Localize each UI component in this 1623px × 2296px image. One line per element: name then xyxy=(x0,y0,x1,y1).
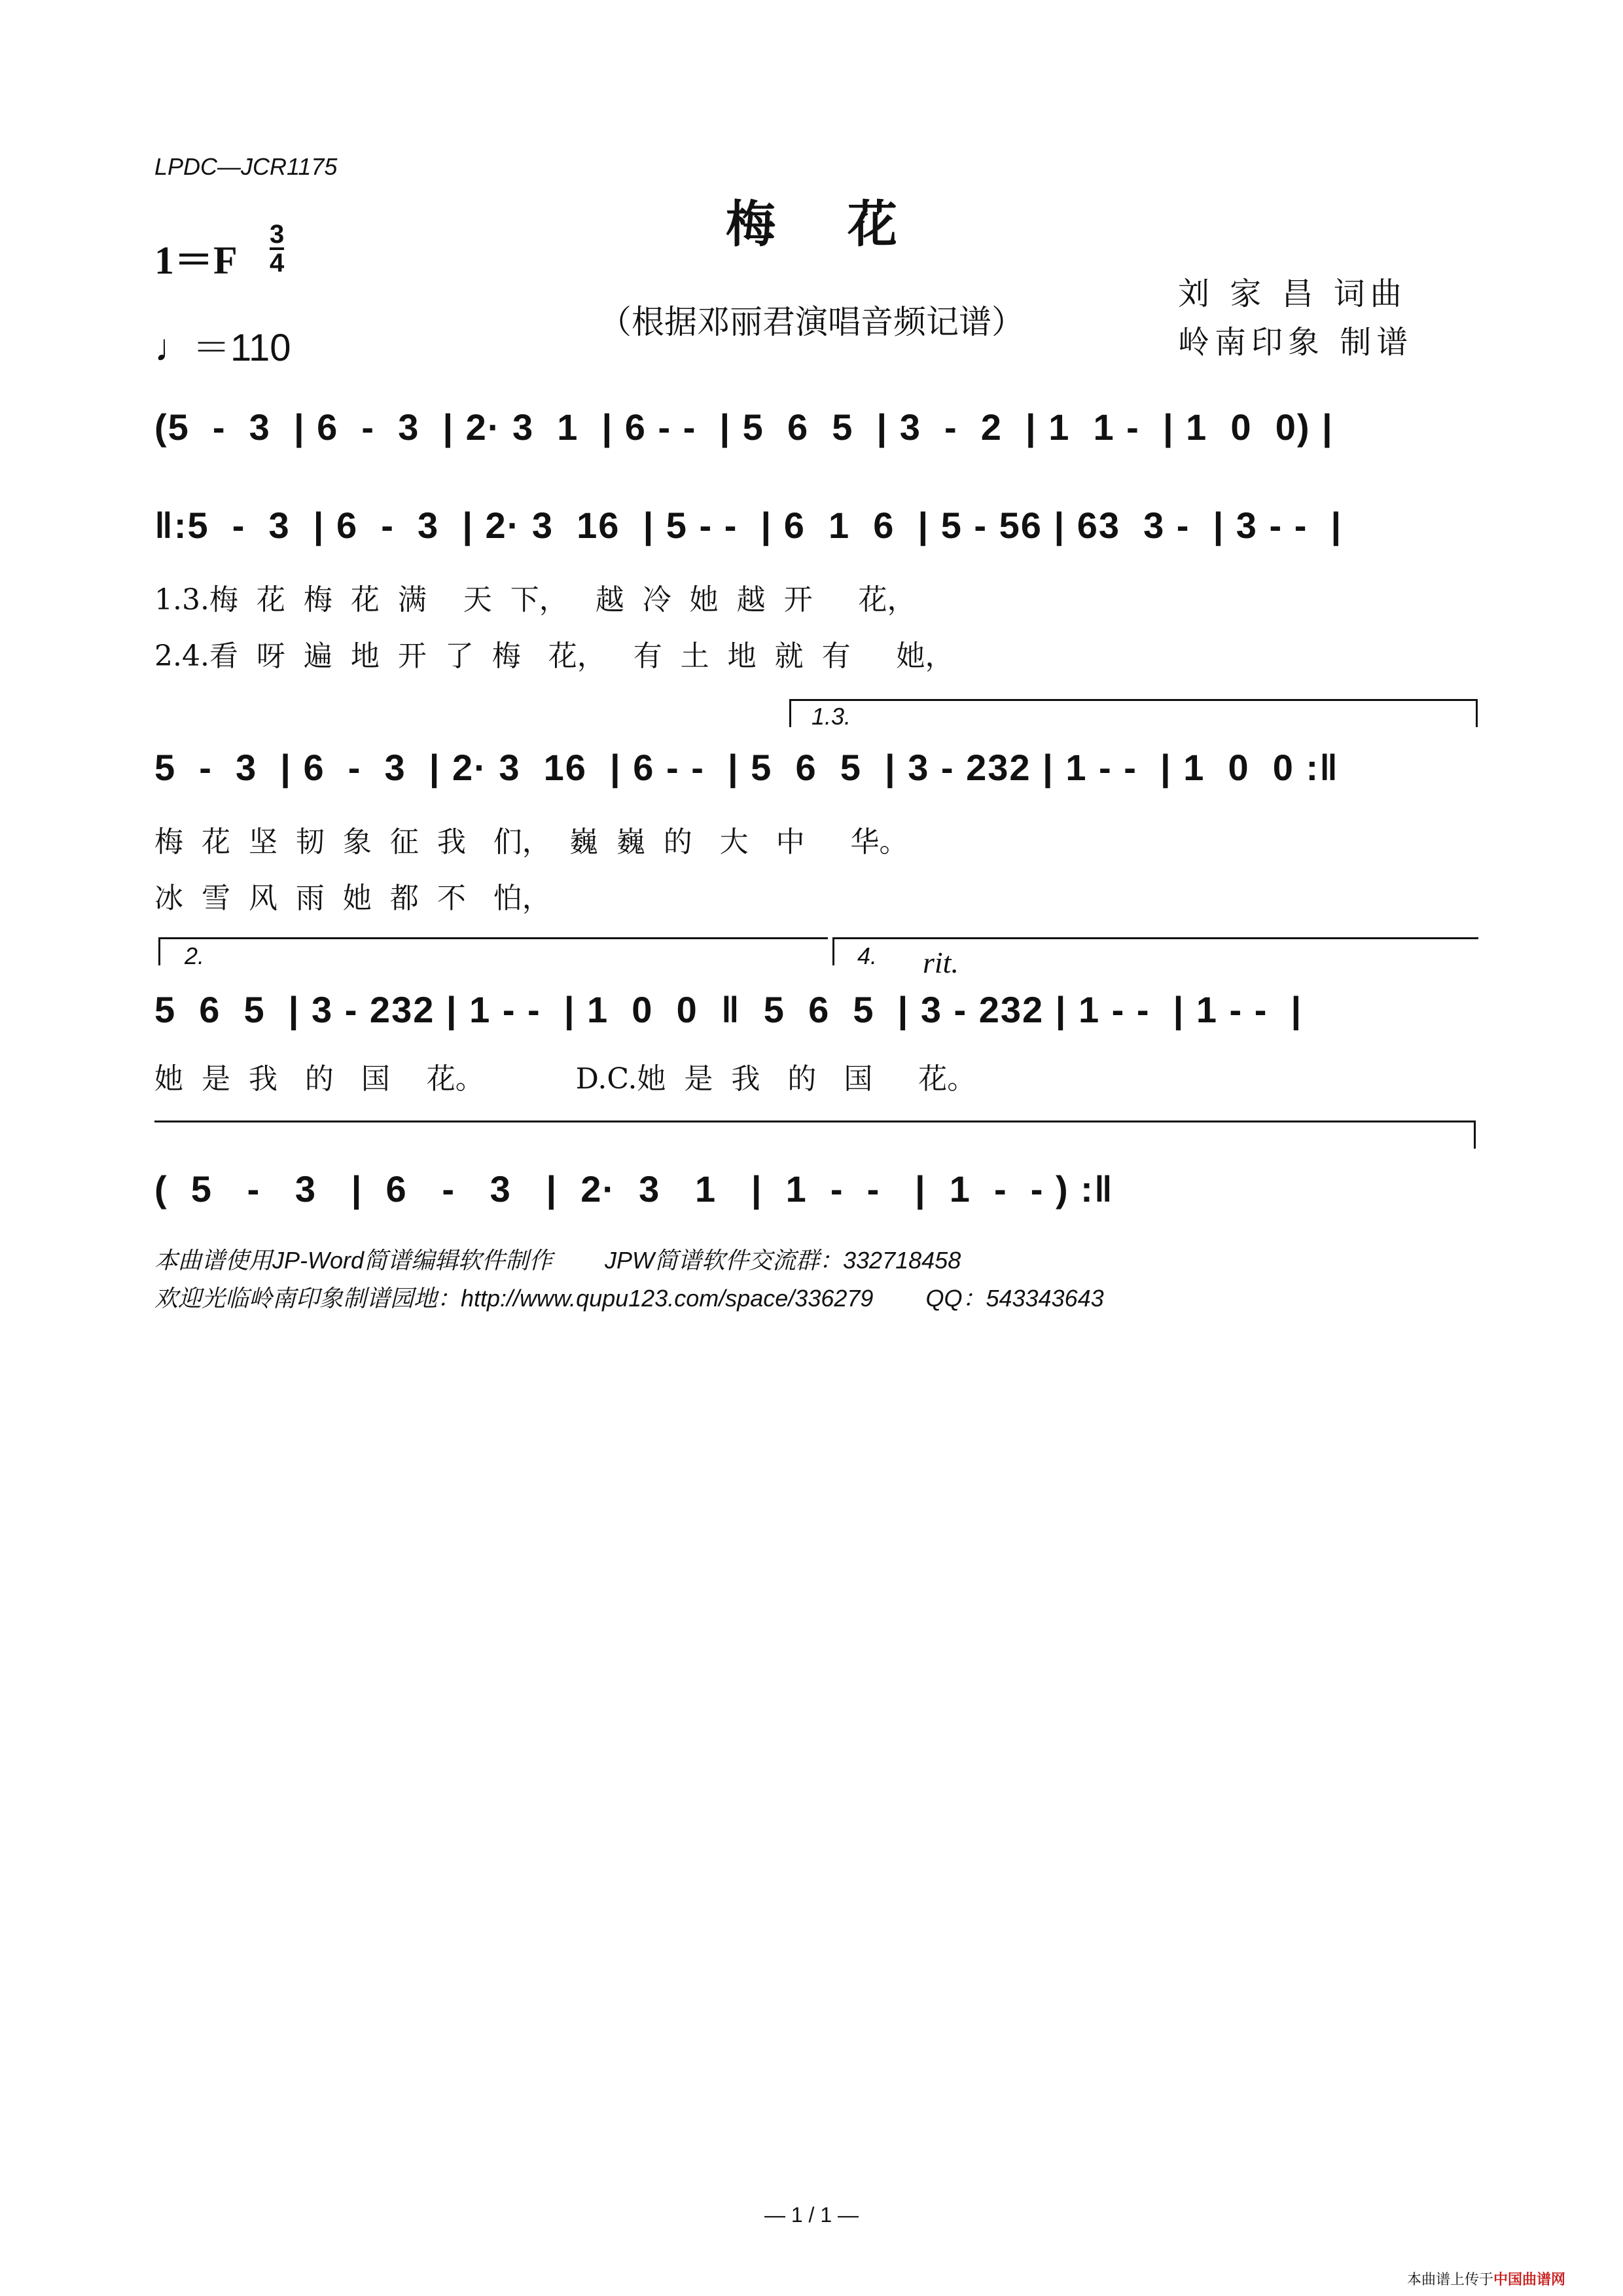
watermark-site: 中国曲谱网 xyxy=(1493,2272,1566,2288)
notation-line-verse: ‖:5 - 3 | 6 - 3 | 2· 3 16 | 5 - - | 6 1 6 | 5 - 56 | 63 3 - | 3 - - | xyxy=(154,505,1343,546)
score-code: LPDC—JCR1175 xyxy=(154,153,338,180)
watermark xyxy=(1407,2269,1565,2289)
volta-bracket-1-3 xyxy=(789,699,1478,727)
footer-website-note: 欢迎光临岭南印象制谱园地：http://www.qupu123.com/space/336279 QQ：543343643 xyxy=(154,1285,1104,1312)
notation-line-intro: (5 - 3 | 6 - 3 | 2· 3 1 | 6 - - | 5 6 5 | 3 - 2 | 1 1 - | 1 0 0) | xyxy=(154,406,1334,448)
lyrics-line-verse-1: 1.3.梅 花 梅 花 满 天 下， 越 冷 她 越 开 花， xyxy=(154,583,916,617)
watermark-prefix: 本曲谱上传于 xyxy=(1407,2272,1494,2288)
time-signature-bottom: 4 xyxy=(270,249,285,278)
volta-bracket-2 xyxy=(158,937,828,965)
notation-line-ending: 5 6 5 | 3 - 232 | 1 - - | 1 0 0 ‖ 5 6 5 | 3 - 232 | 1 - - | 1 - - | xyxy=(154,989,1303,1030)
page-number: — 1 / 1 — xyxy=(764,2203,859,2227)
time-signature xyxy=(270,221,284,276)
lyrics-line-verse-2: 2.4.看 呀 遍 地 开 了 梅 花， 有 土 地 就 有 她， xyxy=(154,639,954,673)
notation-line-chorus: 5 - 3 | 6 - 3 | 2· 3 16 | 6 - - | 5 6 5 | 3 - 232 | 1 - - | 1 0 0 :‖ xyxy=(154,747,1339,788)
volta-label-4: 4. xyxy=(857,942,878,969)
lyrics-line-ending: 她 是 我 的 国 花。 D.C.她 是 我 的 国 花。 xyxy=(154,1062,976,1096)
page-title: 梅花 xyxy=(726,195,969,253)
subtitle: （根据邓丽君演唱音频记谱） xyxy=(599,303,1024,341)
key-signature: 1＝F xyxy=(154,239,238,282)
quarter-note-icon: ♩ xyxy=(154,327,192,369)
volta-label-1-3: 1.3. xyxy=(812,703,851,730)
ritardando-marking: rit. xyxy=(923,946,959,979)
notation-line-interlude: ( 5 - 3 | 6 - 3 | 2· 3 1 | 1 - - | 1 - - ) :‖ xyxy=(154,1168,1114,1210)
volta-label-2: 2. xyxy=(185,942,205,969)
footer-software-note: 本曲谱使用JP-Word简谱编辑软件制作 JPW简谱软件交流群：332718458 xyxy=(154,1247,961,1274)
time-signature-top: 3 xyxy=(270,220,285,249)
lyrics-line-chorus-2: 冰 雪 风 雨 她 都 不 怕， xyxy=(154,882,551,915)
tempo-value: ＝110 xyxy=(192,327,291,369)
repeat-bracket xyxy=(154,1121,1476,1149)
composer-credit: 刘 家 昌 词曲 xyxy=(1178,276,1407,312)
lyrics-line-chorus-1: 梅 花 坚 韧 象 征 我 们， 巍 巍 的 大 中 华。 xyxy=(154,825,908,859)
arranger-credit: 岭南印象 制谱 xyxy=(1178,324,1414,361)
